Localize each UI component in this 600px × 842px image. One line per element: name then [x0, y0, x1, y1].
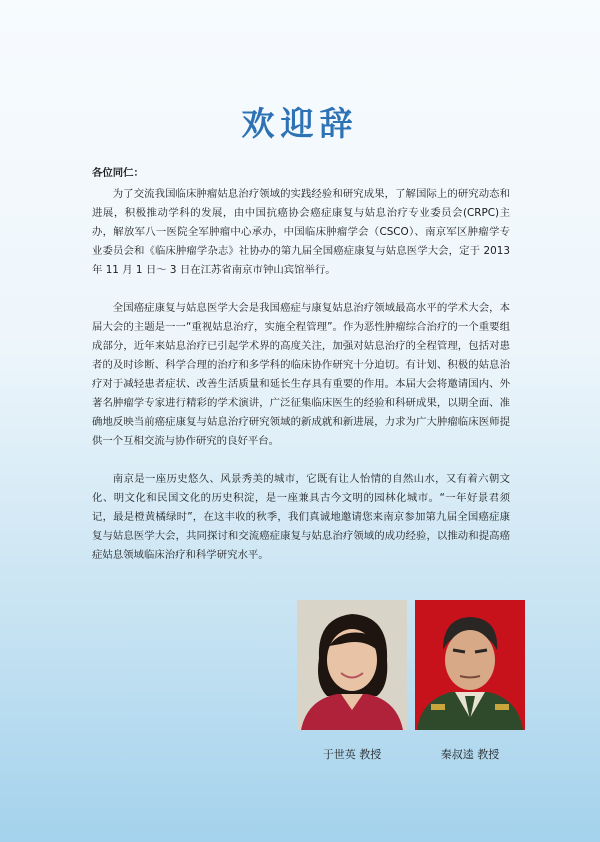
- paragraph-1: 为了交流我国临床肿瘤姑息治疗领域的实践经验和研究成果，了解国际上的研究动态和进展，积极推动学科的发展，由中国抗癌协会癌症康复与姑息治疗专业委员会(CRPC)主办，解放军八一医院全军肿瘤中心承办，中国临床肿瘤学会（CSCO）、南京军区肿瘤学专业委员会和《临床肿瘤学杂志》社协办的第九届全国癌症康复与姑息医学大会，定于 2013 年 11 月 1 日～ 3 日在江苏省南京市钟山宾馆举行。: [92, 188, 510, 276]
- portrait-photo-yu: [297, 600, 407, 730]
- welcome-letter: [92, 164, 510, 565]
- paragraph-2: 全国癌症康复与姑息医学大会是我国癌症与康复姑息治疗领域最高水平的学术大会，本届大会的主题是一一“重视姑息治疗，实施全程管理”。作为恶性肿瘤综合治疗的一个重要组成部分，近年来姑息治疗已引起学术界的高度关注，加强对姑息治疗的全程管理，包括对患者的及时诊断、科学合理的治疗和多学科的临床协作研究十分迫切。有计划、积极的姑息治疗对于减轻患者症状、改善生活质量和延长生存具有重要的作用。本届大会将邀请国内、外著名肿瘤学专家进行精彩的学术演讲，广泛征集临床医生的经验和科研成果，以期全面、准确地反映当前癌症康复与姑息治疗研究领域的新成就和新进展，力求为广大肿瘤临床医师提供一个互相交流与协作研究的良好平台。: [92, 302, 510, 447]
- portrait-face: [445, 630, 495, 690]
- page-title: 欢迎辞: [241, 104, 359, 143]
- salutation: 各位同仁：: [92, 167, 144, 179]
- portrait-caption-yu: 于世英 教授: [322, 748, 382, 761]
- portrait-caption-qin: 秦叔逵 教授: [440, 748, 500, 761]
- portrait-photo-qin: [415, 600, 525, 730]
- paragraph-3: 南京是一座历史悠久、风景秀美的城市，它既有让人怡情的自然山水，又有着六朝文化、明文化和民国文化的历史积淀，是一座兼具古今文明的园林化城市。“一年好景君须记，最是橙黄橘绿时”，在这丰收的秋季，我们真诚地邀请您来南京参加第九届全国癌症康复与姑息医学大会，共同探讨和交流癌症康复与姑息治疗领域的成功经验，以推动和提高癌症姑息领域临床治疗和科学研究水平。: [92, 473, 510, 561]
